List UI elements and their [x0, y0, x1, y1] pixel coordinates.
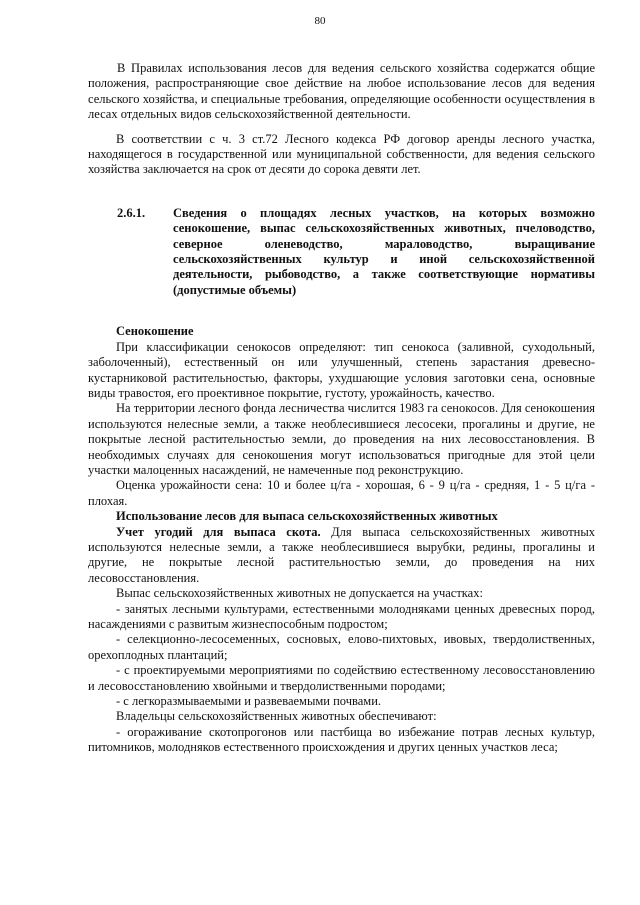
owners-item: - огораживание скотопрогонов или пастбища во избежание потрав лесных культур, питомников, молодняков естественного происхождения и других ценных участков леса;: [88, 724, 595, 755]
grazing-lead-text: Для выпаса сельскохозяйственных животных используются нелесные земли, а также необлесившиеся вырубки, редины, прогалины и другие, не покрытые лесной растительностью земли, до проведения на них лесовосстановления.: [88, 524, 595, 585]
haymaking-paragraph-3: Оценка урожайности сена: 10 и более ц/га - хорошая, 6 - 9 ц/га - средняя, 1 - 5 ц/га - плохая.: [88, 478, 595, 508]
grazing-lead-bold: Учет угодий для выпаса скота.: [116, 524, 321, 539]
prohibited-item: - занятых лесными культурами, естественными молодняками ценных древесных пород, насаждениями с развитым жизнеспособным подростом;: [88, 601, 595, 631]
haymaking-heading: Сенокошение: [116, 324, 194, 339]
haymaking-paragraph-2: На территории лесного фонда лесничества числится 1983 га сенокосов. Для сенокошения используются нелесные земли, а также необлесившиеся лесосеки, прогалины и другие, не покрытые лесной растительностью земли, до проведения на них лесовосстановления. В необходимых случаях для сенокошения могут использоваться пригодные для этой цели участки малоценных насаждений, не намеченные под реконструкцию.: [88, 401, 596, 477]
prohibited-intro: Выпас сельскохозяйственных животных не допускается на участках:: [116, 586, 483, 601]
owners-intro: Владельцы сельскохозяйственных животных обеспечивают:: [116, 709, 437, 724]
page-number: 80: [314, 15, 326, 27]
intro-paragraph-1: В Правилах использования лесов для ведения сельского хозяйства содержатся общие положения, распространяющие свое действие на любое использование лесов для ведения сельского хозяйства, и специальные требования, определяющие особенности осуществления в лесах отдельных видов сельскохозяйственной деятельности.: [88, 61, 595, 122]
grazing-lead-paragraph: [88, 525, 595, 587]
section-heading: [88, 206, 595, 298]
grazing-heading: Использование лесов для выпаса сельскохозяйственных животных: [116, 509, 498, 524]
prohibited-item: - с проектируемыми мероприятиями по содействию естественному лесовосстановлению и лесовосстановлению хвойными и твердолиственными породами;: [88, 663, 595, 693]
page-content: [88, 61, 595, 756]
intro-paragraph-2: В соответствии с ч. 3 ст.72 Лесного кодекса РФ договор аренды лесного участка, находящегося в государственной или муниципальной собственности, для ведения сельского хозяйства заключается на срок от десяти до сорока девяти лет.: [88, 131, 595, 177]
section-title: Сведения о площадях лесных участков, на которых возможно сенокошение, выпас сельскохозяйственных животных, пчеловодство, северное оленеводство, мараловодство, выращивание сельскохозяйственных культур и иной сельскохозяйственной деятельности, рыбоводство, а также соответствующие нормативы (допустимые объемы): [173, 205, 595, 297]
haymaking-paragraph-1: При классификации сенокосов определяют: тип сенокоса (заливной, суходольный, заболоченный), естественный он или улучшенный, степень зарастания древесно-кустарниковой растительностью, факторы, ухудшающие условия заготовки сена, основные виды травостоя, его проективное покрытие, густоту, урожайность, качество.: [88, 339, 595, 400]
section-number: 2.6.1.: [117, 205, 146, 220]
prohibited-item: - с легкоразмываемыми и развеваемыми почвами.: [116, 694, 382, 709]
prohibited-item: - селекционно-лесосеменных, сосновых, елово-пихтовых, ивовых, твердолиственных, орехоплодных плантаций;: [88, 632, 595, 662]
